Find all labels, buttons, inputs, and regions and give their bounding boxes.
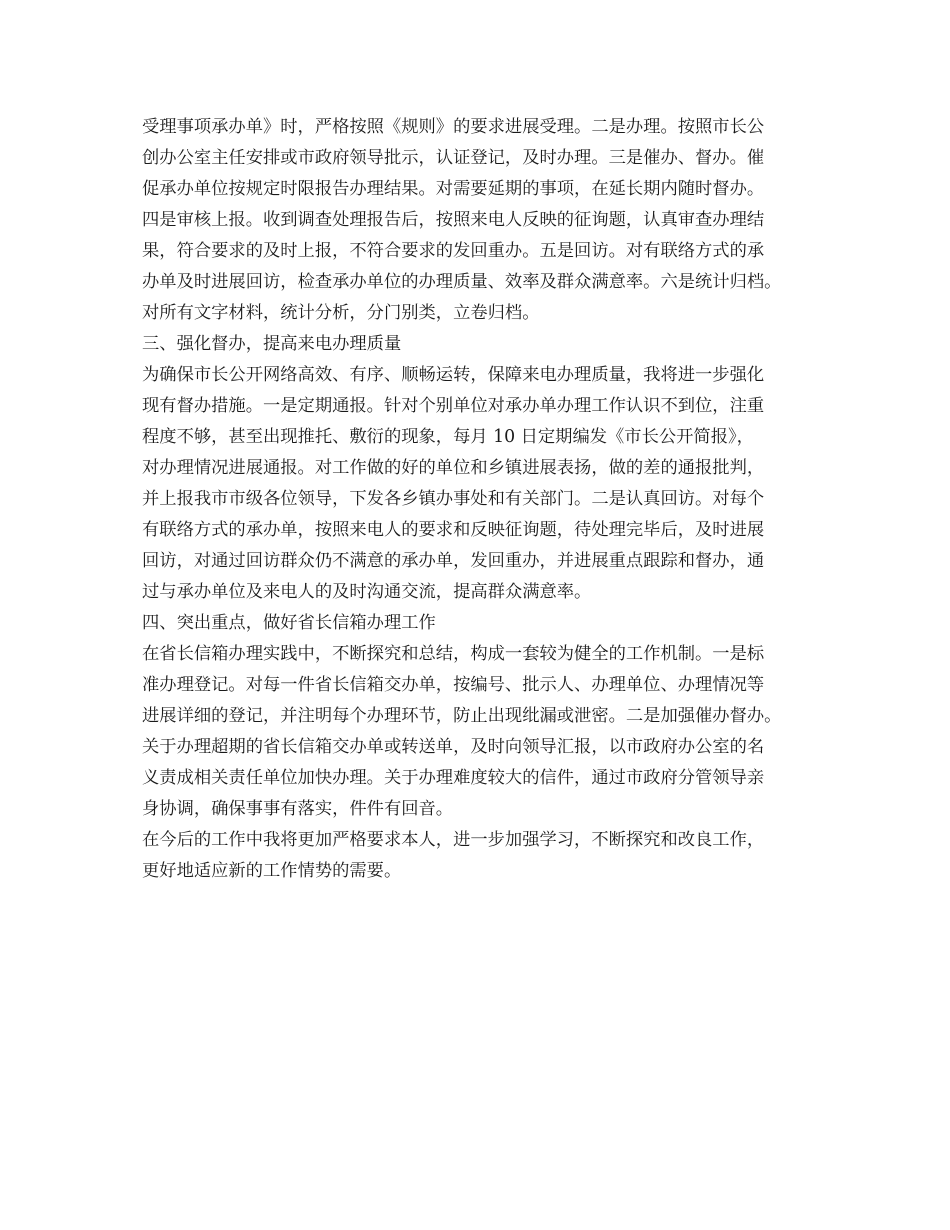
text-line: 进展详细的登记，并注明每个办理环节，防止出现纰漏或泄密。二是加强催办督办。 [142,706,782,726]
text-line: 过与承办单位及来电人的及时沟通交流，提高群众满意率。 [142,582,592,602]
text-line: 在省长信箱办理实践中，不断探究和总结，构成一套较为健全的工作机制。一是标 [142,644,765,664]
text-line: 更好地适应新的工作情势的需要。 [142,861,402,881]
text-line: 对办理情况进展通报。对工作做的好的单位和乡镇进展表扬，做的差的通报批判， [142,458,765,478]
text-line: 办单及时进展回访，检查承办单位的办理质量、效率及群众满意率。六是统计归档。 [142,272,782,292]
text-line: 为确保市长公开网络高效、有序、顺畅运转，保障来电办理质量，我将进一步强化 [142,365,765,385]
text-line: 回访，对通过回访群众仍不满意的承办单，发回重办，并进展重点跟踪和督办，通 [142,551,765,571]
text-line: 关于办理超期的省长信箱交办单或转送单，及时向领导汇报，以市政府办公室的名 [142,737,765,757]
text-line: 对所有文字材料，统计分析，分门别类，立卷归档。 [142,303,540,323]
text-line: 准办理登记。对每一件省长信箱交办单，按编号、批示人、办理单位、办理情况等 [142,675,765,695]
text-line: 义责成相关责任单位加快办理。关于办理难度较大的信件，通过市政府分管领导亲 [142,768,765,788]
text-line: 三、强化督办，提高来电办理质量 [142,334,402,354]
text-line: 四是审核上报。收到调查处理报告后，按照来电人反映的征询题，认真审查办理结 [142,210,765,230]
document-body [142,112,842,887]
text-line: 受理事项承办单》时，严格按照《规则》的要求进展受理。二是办理。按照市长公 [142,117,765,137]
text-line: 身协调，确保事事有落实，件件有回音。 [142,799,454,819]
text-line: 现有督办措施。一是定期通报。针对个别单位对承办单办理工作认识不到位，注重 [142,396,765,416]
text-line: 四、突出重点，做好省长信箱办理工作 [142,613,436,633]
text-line: 促承办单位按规定时限报告办理结果。对需要延期的事项，在延长期内随时督办。 [142,179,765,199]
text-line: 创办公室主任安排或市政府领导批示，认证登记，及时办理。三是催办、督办。催 [142,148,765,168]
text-line: 并上报我市市级各位领导，下发各乡镇办事处和有关部门。二是认真回访。对每个 [142,489,765,509]
text-line: 程度不够，甚至出现推托、敷衍的现象，每月 10 日定期编发《市长公开简报》， [142,427,754,447]
text-line: 在今后的工作中我将更加严格要求本人，进一步加强学习，不断探究和改良工作， [142,830,765,850]
text-line: 果，符合要求的及时上报，不符合要求的发回重办。五是回访。对有联络方式的承 [142,241,765,261]
text-line: 有联络方式的承办单，按照来电人的要求和反映征询题，待处理完毕后，及时进展 [142,520,765,540]
